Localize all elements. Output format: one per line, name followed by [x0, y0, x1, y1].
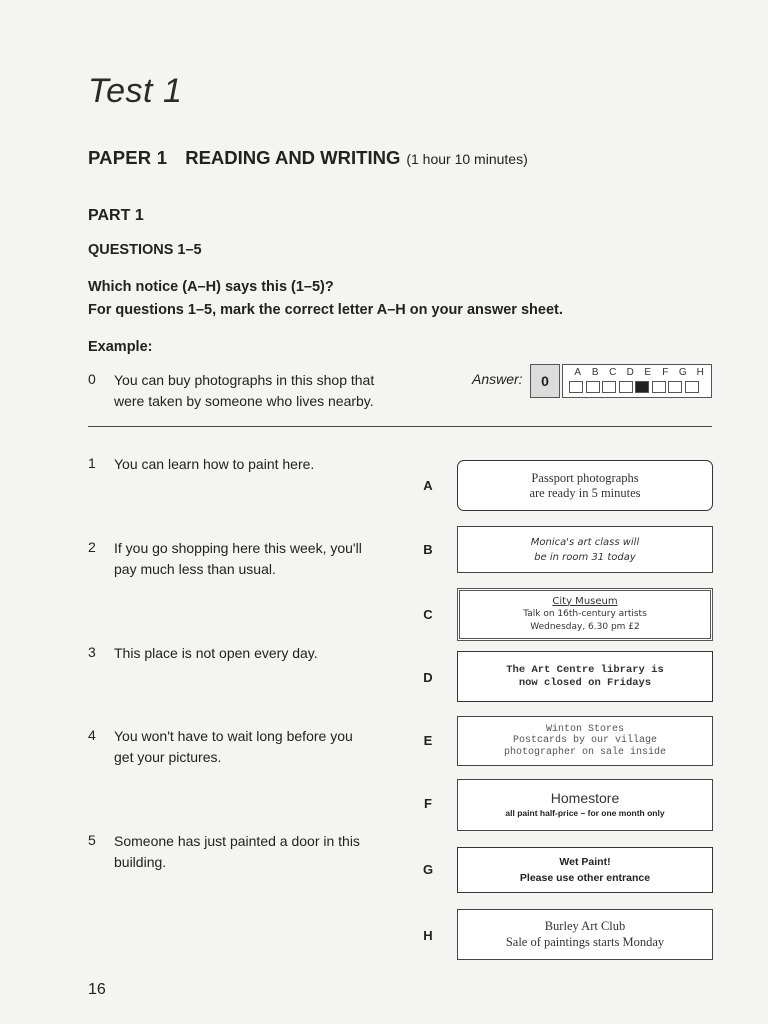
- example-line-1: You can buy photographs in this shop that: [114, 372, 375, 388]
- grid-letter: G: [678, 367, 687, 378]
- answer-box-g: [668, 381, 682, 393]
- notice-c: [457, 588, 713, 641]
- answer-box-c: [602, 381, 616, 393]
- notice-line: Wednesday, 6.30 pm £2: [530, 621, 640, 632]
- answer-box-d: [619, 381, 633, 393]
- part-title: PART 1: [88, 207, 144, 224]
- notice-line: photographer on sale inside: [503, 746, 667, 758]
- question-text: [114, 831, 394, 873]
- notice-e: [457, 716, 713, 766]
- paper-subject: READING AND WRITING: [185, 147, 401, 168]
- notice-line: Burley Art Club: [544, 919, 626, 933]
- grid-letter: A: [574, 367, 582, 378]
- section-divider: [88, 426, 712, 427]
- instruction-line-1: Which notice (A–H) says this (1–5)?: [88, 279, 334, 295]
- notice-line: are ready in 5 minutes: [529, 485, 641, 500]
- paper-heading: [88, 147, 528, 169]
- question-line: pay much less than usual.: [114, 561, 276, 577]
- notice-line: The Art Centre library is: [506, 663, 664, 676]
- answer-label: Answer:: [472, 371, 523, 387]
- grid-letter: H: [696, 367, 704, 378]
- grid-letter: D: [626, 367, 634, 378]
- notice-line: Talk on 16th-century artists: [523, 609, 647, 620]
- question-number: 4: [88, 727, 96, 743]
- notice-line: be in room 31 today: [534, 551, 636, 563]
- notice-f: [457, 779, 713, 831]
- question-line: If you go shopping here this week, you'll: [114, 540, 362, 556]
- notice-line: Homestore: [550, 790, 620, 806]
- question-number: 3: [88, 644, 96, 660]
- option-letter-f: F: [424, 796, 432, 811]
- option-letter-g: G: [422, 862, 434, 877]
- notice-line: Monica's art class will: [530, 536, 640, 548]
- question-text: [114, 454, 394, 475]
- question-text: [114, 726, 394, 768]
- answer-box-e-selected: [635, 381, 649, 393]
- test-title: Test 1: [88, 72, 183, 110]
- example-line-2: were taken by someone who lives nearby.: [114, 393, 374, 409]
- question-number: 2: [88, 539, 96, 555]
- notice-a: [457, 460, 713, 511]
- answer-box-h: [685, 381, 699, 393]
- question-line: You can learn how to paint here.: [114, 456, 315, 472]
- notice-d: [457, 651, 713, 702]
- notice-line: City Museum: [552, 595, 618, 607]
- answer-grid: [562, 364, 712, 398]
- grid-letter: B: [591, 367, 599, 378]
- notice-g: [457, 847, 713, 893]
- question-line: This place is not open every day.: [114, 645, 318, 661]
- notice-line: Sale of paintings starts Monday: [505, 934, 665, 949]
- paper-duration: (1 hour 10 minutes): [406, 151, 528, 167]
- notice-line: Wet Paint!: [559, 856, 611, 868]
- notice-line: now closed on Fridays: [518, 676, 652, 689]
- notice-b: [457, 526, 713, 573]
- example-text: [114, 370, 394, 412]
- grid-letter: E: [644, 367, 652, 378]
- question-text: [114, 538, 394, 580]
- grid-letter: F: [662, 367, 669, 378]
- notice-h: [457, 909, 713, 960]
- answer-grid-boxes: [569, 381, 701, 393]
- example-number: 0: [88, 371, 96, 387]
- answer-box-a: [569, 381, 583, 393]
- page-number: 16: [88, 981, 106, 998]
- option-letter-d: D: [423, 670, 433, 685]
- question-number: 1: [88, 455, 96, 471]
- option-letter-c: C: [423, 607, 433, 622]
- question-line: get your pictures.: [114, 749, 222, 765]
- answer-box-b: [586, 381, 600, 393]
- option-letter-a: A: [423, 478, 433, 493]
- answer-number-box: 0: [530, 364, 560, 398]
- notice-line: Please use other entrance: [519, 872, 651, 884]
- notice-line: Winton Stores: [545, 723, 624, 735]
- questions-title: QUESTIONS 1–5: [88, 242, 202, 258]
- option-letter-b: B: [423, 542, 433, 557]
- question-line: You won't have to wait long before you: [114, 728, 353, 744]
- example-label: Example:: [88, 339, 153, 355]
- notice-line: Postcards by our village: [512, 735, 658, 747]
- grid-letter: C: [609, 367, 617, 378]
- paper-title: PAPER 1: [88, 147, 168, 168]
- option-letter-e: E: [423, 733, 433, 748]
- answer-grid-letters: [569, 367, 709, 378]
- question-text: [114, 643, 394, 664]
- notice-line: Passport photographs: [531, 470, 639, 485]
- option-letter-h: H: [423, 928, 433, 943]
- answer-box-f: [652, 381, 666, 393]
- notice-line: all paint half-price – for one month only: [505, 808, 665, 818]
- question-line: Someone has just painted a door in this: [114, 833, 360, 849]
- question-line: building.: [114, 854, 167, 870]
- question-number: 5: [88, 832, 96, 848]
- instruction-line-2: For questions 1–5, mark the correct letter A–H on your answer sheet.: [88, 302, 563, 318]
